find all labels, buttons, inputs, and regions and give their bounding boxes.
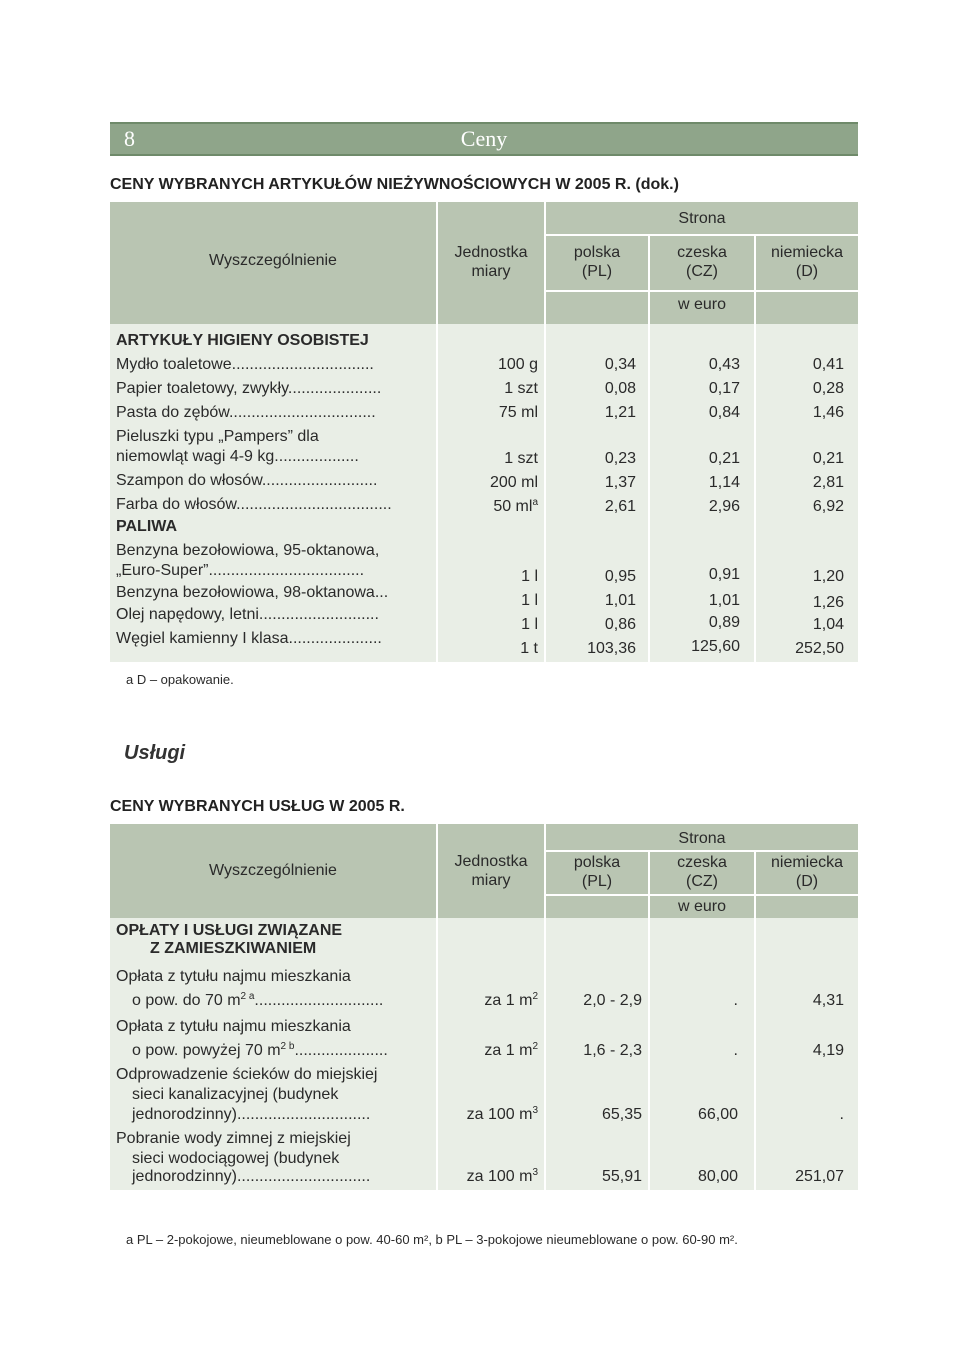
table-row-cz: 0,91 [708,566,740,583]
table-row-d: 1,04 [812,616,844,633]
service-row-cz: . [733,1042,738,1059]
table-row-cz: 2,96 [708,498,740,515]
table-row-cz: 1,01 [708,592,740,609]
table-row-d: 0,28 [812,380,844,397]
service-row-cz: 80,00 [697,1168,738,1185]
page-number: 8 [124,126,135,151]
service-row-unit: za 100 $m^3$ [466,1105,538,1123]
table-row-unit: 1 l [521,568,538,585]
header-cz-2: (CZ) [686,263,718,280]
header-item: Wyszczególnienie [209,252,337,269]
section-heading-services: Usługi [124,742,186,764]
page-header-bar [110,122,858,156]
table-row-d: 0,41 [812,356,844,373]
table-row-d: 252,50 [795,640,844,657]
table-row-name: „Euro-Super”................................... [116,562,365,579]
table-row-pl: 1,01 [604,592,636,609]
service-row-line2: sieci wodociągowej (budynek [132,1150,340,1167]
service-row-pl: 2,0 - 2,9 [583,992,642,1009]
table-row-d: 6,92 [812,498,844,515]
header-side: Strona [678,830,726,847]
header-currency: w euro [677,898,727,915]
table-row-pl: 0,95 [604,568,636,585]
header-cz-1: czeska [677,244,727,261]
service-row-pl: 55,91 [601,1168,642,1185]
table-row-cz: 0,43 [708,356,740,373]
table1-title: CENY WYBRANYCH ARTYKUŁÓW NIEŻYWNOŚCIOWYCH W 2005 R. (dok.) [110,176,679,193]
table-row-name: Papier toaletowy, zwykły..................... [116,380,382,397]
table-row-pl: 2,61 [604,498,636,515]
header-side: Strona [678,210,726,227]
table-row-cz: 1,14 [708,474,740,491]
table-row-pl: 103,36 [587,640,636,657]
header-d-1: niemiecka [770,244,844,261]
service-row-line1: Opłata z tytułu najmu mieszkania [116,1018,351,1035]
table-row-unit: 100 g [497,356,538,373]
header-pl-2: (PL) [581,873,613,890]
table-row-cz: 125,60 [691,638,740,655]
table-row-pl: 0,23 [604,450,636,467]
table-row-name: Mydło toaletowe................................ [116,356,374,373]
table-row-name: Pasta do zębów................................. [116,404,376,421]
service-row-pl: 1,6 - 2,3 [583,1042,642,1059]
section-hygiene: ARTYKUŁY HIGIENY OSOBISTEJ [116,332,369,349]
service-row-pl: 65,35 [601,1106,642,1123]
header-unit-1: Jednostka [454,853,528,870]
table2-footnote: a PL – 2-pokojowe, nieumeblowane o pow. 40-60 m², b PL – 3-pokojowe nieumeblowane o pow. 60-90 m². [126,1232,738,1247]
header-cz-1: czeska [677,854,727,871]
table-row-unit: 200 ml [489,474,538,491]
header-cz-2: (CZ) [686,873,718,890]
table-row-pl: 1,21 [604,404,636,421]
service-row-unit: za 100 $m^3$ [466,1167,538,1185]
table-row-d: 2,81 [812,474,844,491]
header-d-2: (D) [795,263,819,280]
table-row-cz: 0,17 [708,380,740,397]
service-row-line1: Odprowadzenie ścieków do miejskiej [116,1066,378,1083]
table-row-name: Szampon do włosów.......................... [116,472,378,489]
table-row-d: 1,26 [812,594,844,611]
table-row-d: 1,46 [812,404,844,421]
service-row-d: 4,31 [812,992,844,1009]
header-unit-2: miary [471,872,511,889]
table-row-pl: 0,08 [604,380,636,397]
table-row-name: niemowląt wagi 4-9 kg................... [116,448,359,465]
header-pl-2: (PL) [581,263,613,280]
service-row-line3: jednorodzinny).............................. [132,1106,371,1123]
table-row-unit: 75 ml [498,404,538,421]
table-row-pl: 0,86 [604,616,636,633]
header-pl-1: polska [573,854,621,871]
service-row-line1: Opłata z tytułu najmu mieszkania [116,968,351,985]
section-housing-line1: OPŁATY I USŁUGI ZWIĄZANE [116,922,343,939]
table-row-cz: 0,21 [708,450,740,467]
service-row-unit: za 1 $m^2$ [484,991,538,1009]
service-row-cz: 66,00 [697,1106,738,1123]
table-row-name: Węgiel kamienny I klasa..................... [116,630,382,647]
header-d-2: (D) [795,873,819,890]
header-currency: w euro [677,296,727,313]
table-row-unit: 1 t [520,640,538,657]
section-housing-line2: Z ZAMIESZKIWANIEM [150,940,317,957]
header-d-1: niemiecka [770,854,844,871]
table-row-name-line1: Benzyna bezołowiowa, 95-oktanowa, [116,542,380,559]
table-row-pl: 1,37 [604,474,636,491]
service-row-d: . [839,1106,844,1123]
header-pl-1: polska [573,244,621,261]
table-row-pl: 0,34 [604,356,636,373]
service-row-line3: jednorodzinny).............................. [132,1168,371,1185]
section-fuels: PALIWA [116,518,178,535]
table-row-unit: 1 szt [504,450,538,467]
table-row-name: Benzyna bezołowiowa, 98-oktanowa... [116,584,389,601]
table-row-unit: 50 $ml^a$ [493,497,538,515]
service-row-cz: . [733,992,738,1009]
table-row-name: Olej napędowy, letni........................... [116,606,379,623]
header-unit-1: Jednostka [454,244,528,261]
table1-footnote: a D – opakowanie. [126,672,234,687]
service-row-line2: o pow. do 70 $m^{2 a}$............................. [132,991,384,1009]
service-row-unit: za 1 $m^2$ [484,1041,538,1059]
table-row-d: 0,21 [812,450,844,467]
table-row-unit: 1 szt [504,380,538,397]
table-row-name: Farba do włosów................................... [116,496,392,513]
table-row-unit: 1 l [521,592,538,609]
table2-title: CENY WYBRANYCH USŁUG W 2005 R. [110,798,405,815]
service-row-line2: o pow. powyżej 70 $m^{2 b}$..................... [132,1041,388,1059]
table-row-name-line1: Pieluszki typu „Pampers” dla [116,428,319,445]
service-row-line2: sieci kanalizacyjnej (budynek [132,1086,339,1103]
table-row-cz: 0,84 [708,404,740,421]
table-row-unit: 1 l [521,616,538,633]
service-row-d: 251,07 [795,1168,844,1185]
service-row-d: 4,19 [812,1042,844,1059]
table-row-cz: 0,89 [708,614,740,631]
service-row-line1: Pobranie wody zimnej z miejskiej [116,1130,351,1147]
chapter-title: Ceny [460,126,508,151]
header-item: Wyszczególnienie [209,862,337,879]
header-unit-2: miary [471,263,511,280]
table-row-d: 1,20 [812,568,844,585]
